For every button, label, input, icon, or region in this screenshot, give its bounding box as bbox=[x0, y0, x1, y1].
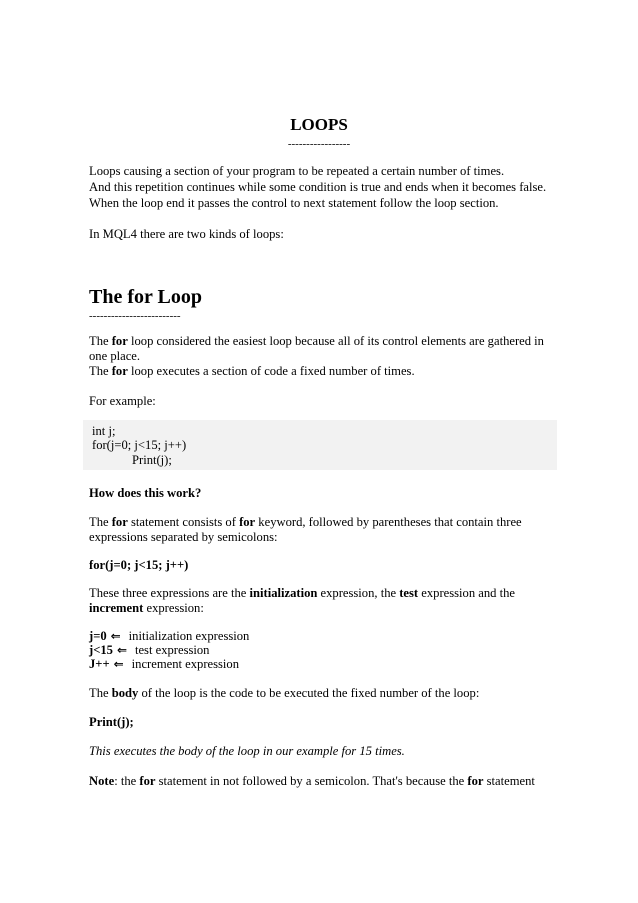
italic-note: This executes the body of the loop in our example for 15 times. bbox=[89, 744, 405, 758]
for-example-label: For example: bbox=[89, 394, 156, 408]
title-underline: ----------------- bbox=[287, 138, 351, 150]
arrow-left-icon: ⇐ bbox=[116, 643, 128, 657]
code-line-2: for(j=0; j<15; j++) bbox=[92, 438, 187, 452]
intro-line-1: Loops causing a section of your program to be repeated a certain number of times. bbox=[89, 164, 505, 178]
intro-line-3: When the loop end it passes the control to next statement follow the loop section. bbox=[89, 196, 499, 210]
print-statement: Print(j); bbox=[89, 715, 134, 729]
para-1-line-1: The for loop considered the easiest loop because all of its control elements are gathered in bbox=[89, 334, 544, 348]
expr-row-init: j=0 ⇐ initialization expression bbox=[89, 629, 250, 643]
section-heading: The for Loop bbox=[89, 286, 202, 308]
intro-kinds: In MQL4 there are two kinds of loops: bbox=[89, 227, 284, 241]
arrow-left-icon: ⇐ bbox=[110, 629, 121, 643]
expr-row-test: j<15 ⇐ test expression bbox=[89, 643, 210, 657]
para-4-line-2: increment expression: bbox=[89, 601, 204, 615]
para-4-line-1: These three expressions are the initialization expression, the test expression and the bbox=[89, 586, 516, 600]
arrow-left-icon: ⇐ bbox=[113, 657, 124, 671]
keyword-for: for bbox=[111, 334, 128, 348]
para-2: The for loop executes a section of code a fixed number of times. bbox=[89, 364, 415, 378]
keyword-for: for bbox=[111, 364, 128, 378]
how-heading: How does this work? bbox=[89, 486, 202, 500]
para-5: The body of the loop is the code to be executed the fixed number of the loop: bbox=[89, 686, 480, 700]
expr-row-increment: J++ ⇐ increment expression bbox=[89, 657, 240, 671]
for-expression: for(j=0; j<15; j++) bbox=[89, 558, 189, 572]
section-heading-underline: ------------------------- bbox=[89, 310, 181, 322]
para-3-line-2: expressions separated by semicolons: bbox=[89, 530, 278, 544]
para-1-line-2: one place. bbox=[89, 349, 141, 363]
code-block bbox=[83, 420, 557, 470]
intro-line-2: And this repetition continues while some condition is true and ends when it becomes false. bbox=[89, 180, 547, 194]
page-title: LOOPS bbox=[290, 115, 348, 134]
para-3-line-1: The for statement consists of for keyword, followed by parentheses that contain three bbox=[89, 515, 522, 529]
code-line-3: Print(j); bbox=[132, 453, 172, 467]
note-line: Note: the for statement in not followed by a semicolon. That's because the for statement bbox=[89, 774, 535, 788]
code-line-1: int j; bbox=[92, 424, 116, 438]
